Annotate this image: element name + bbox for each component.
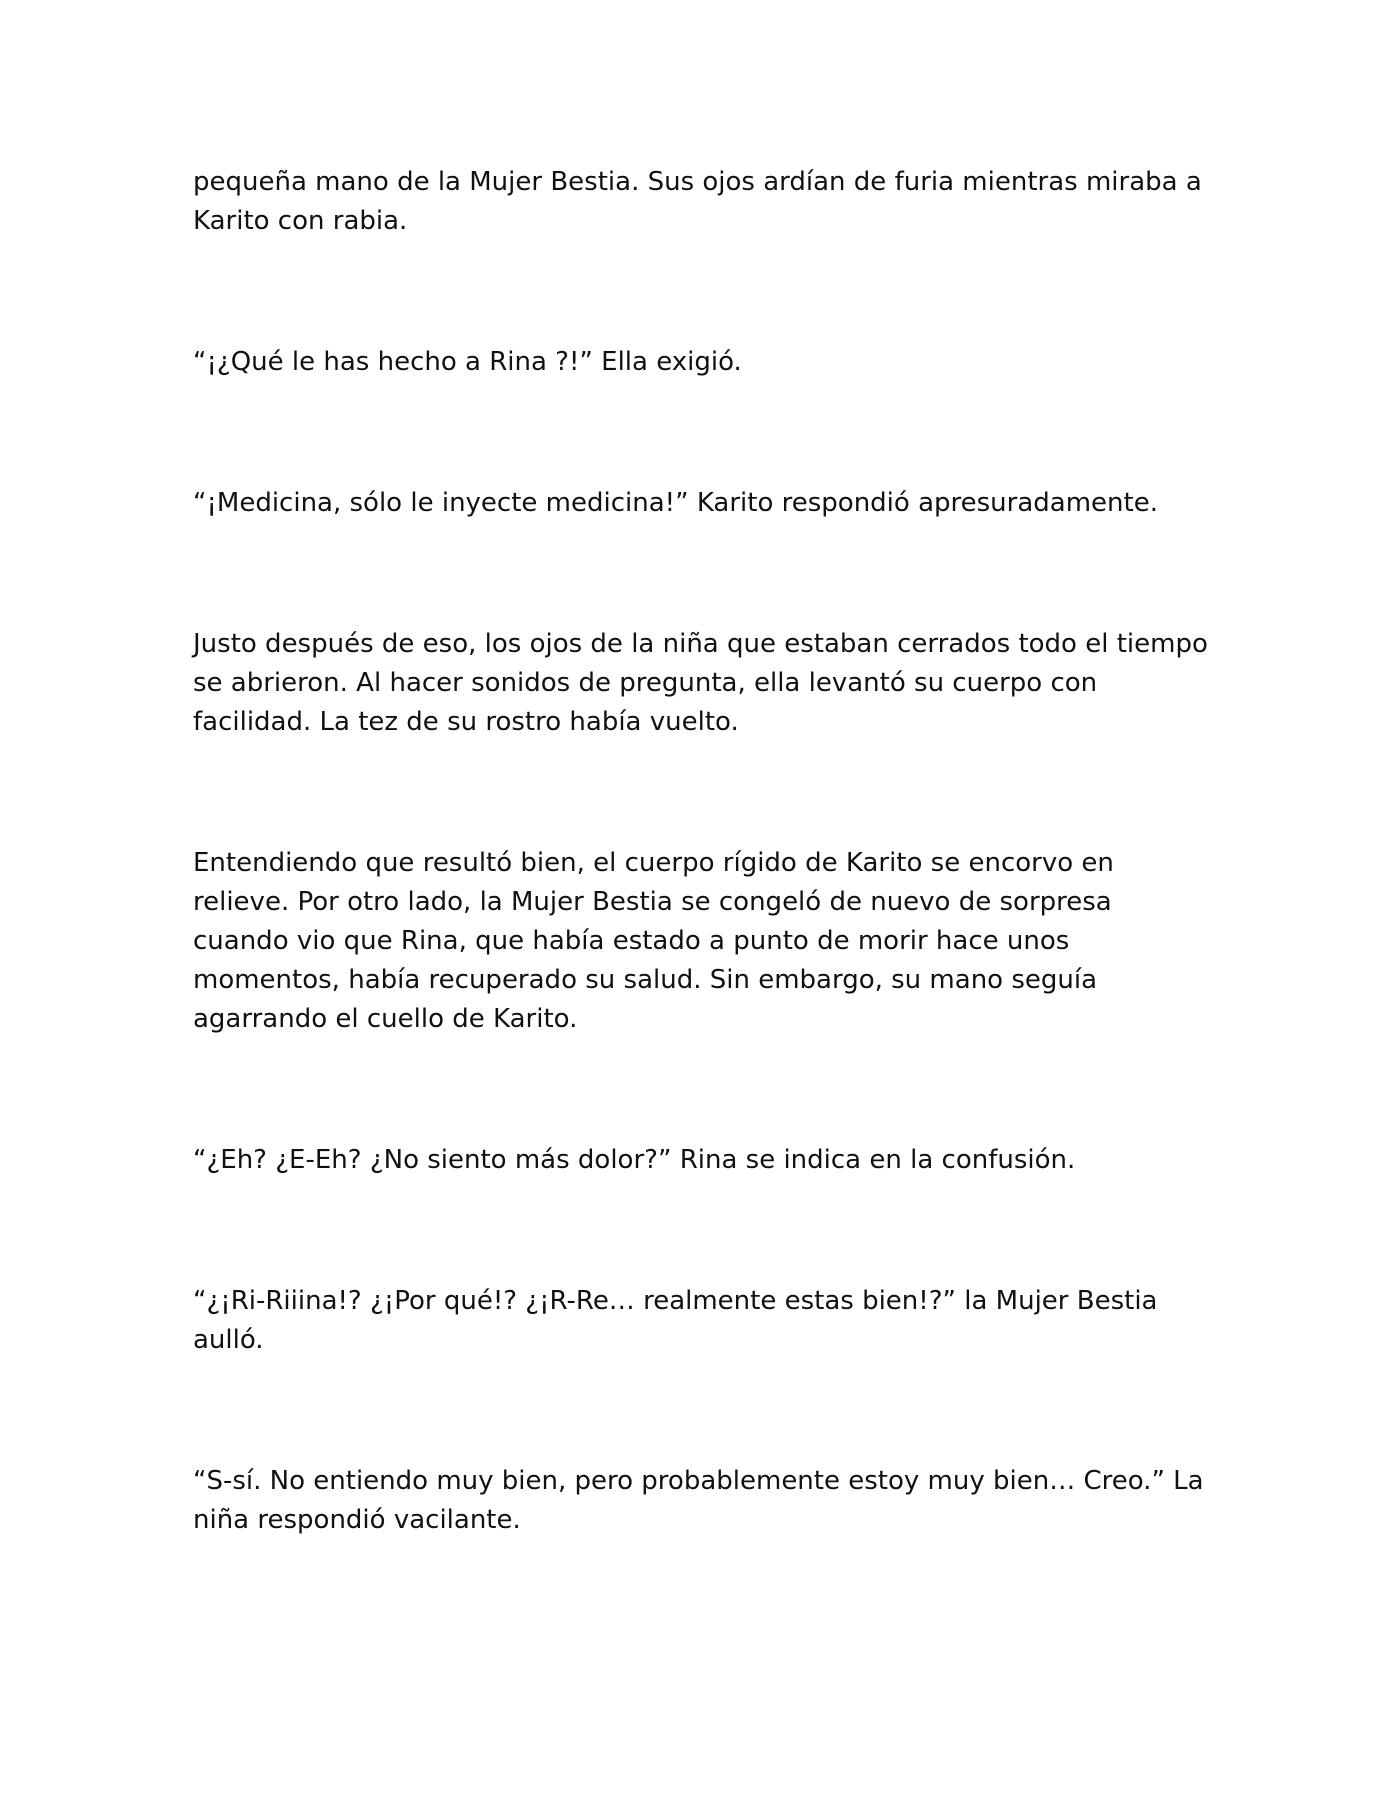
- paragraph-3: [193, 484, 1223, 523]
- paragraph-5: [193, 844, 1223, 1039]
- paragraph-line: niña respondió vacilante.: [193, 1505, 521, 1535]
- paragraph-line: relieve. Por otro lado, la Mujer Bestia se congeló de nuevo de sorpresa: [193, 887, 1112, 917]
- paragraph-8: [193, 1462, 1223, 1540]
- paragraph-line: momentos, había recuperado su salud. Sin embargo, su mano seguía: [193, 965, 1098, 995]
- paragraph-4: [193, 625, 1223, 742]
- paragraph-line: “¿¡Ri-Riiina!? ¿¡Por qué!? ¿¡R-Re… realmente estas bien!?” la Mujer Bestia: [193, 1286, 1158, 1316]
- paragraph-line: Justo después de eso, los ojos de la niña que estaban cerrados todo el tiempo: [193, 629, 1208, 659]
- paragraph-line: “¡¿Qué le has hecho a Rina ?!” Ella exigió.: [193, 347, 742, 377]
- paragraph-line: facilidad. La tez de su rostro había vuelto.: [193, 707, 739, 737]
- paragraph-2: [193, 343, 1223, 382]
- paragraph-line: Karito con rabia.: [193, 206, 408, 236]
- paragraph-line: “¡Medicina, sólo le inyecte medicina!” Karito respondió apresuradamente.: [193, 488, 1158, 518]
- paragraph-7: [193, 1282, 1223, 1360]
- paragraph-line: Entendiendo que resultó bien, el cuerpo rígido de Karito se encorvo en: [193, 848, 1114, 878]
- paragraph-line: “S-sí. No entiendo muy bien, pero probablemente estoy muy bien… Creo.” La: [193, 1466, 1204, 1496]
- paragraph-line: pequeña mano de la Mujer Bestia. Sus ojos ardían de furia mientras miraba a: [193, 167, 1202, 197]
- paragraph-6: [193, 1141, 1223, 1180]
- paragraph-line: cuando vio que Rina, que había estado a punto de morir hace unos: [193, 926, 1070, 956]
- paragraph-line: aulló.: [193, 1325, 264, 1355]
- paragraph-line: “¿Eh? ¿E-Eh? ¿No siento más dolor?” Rina se indica en la confusión.: [193, 1145, 1076, 1175]
- paragraph-line: agarrando el cuello de Karito.: [193, 1004, 578, 1034]
- paragraph-line: se abrieron. Al hacer sonidos de pregunta, ella levantó su cuerpo con: [193, 668, 1098, 698]
- paragraph-1: [193, 163, 1223, 241]
